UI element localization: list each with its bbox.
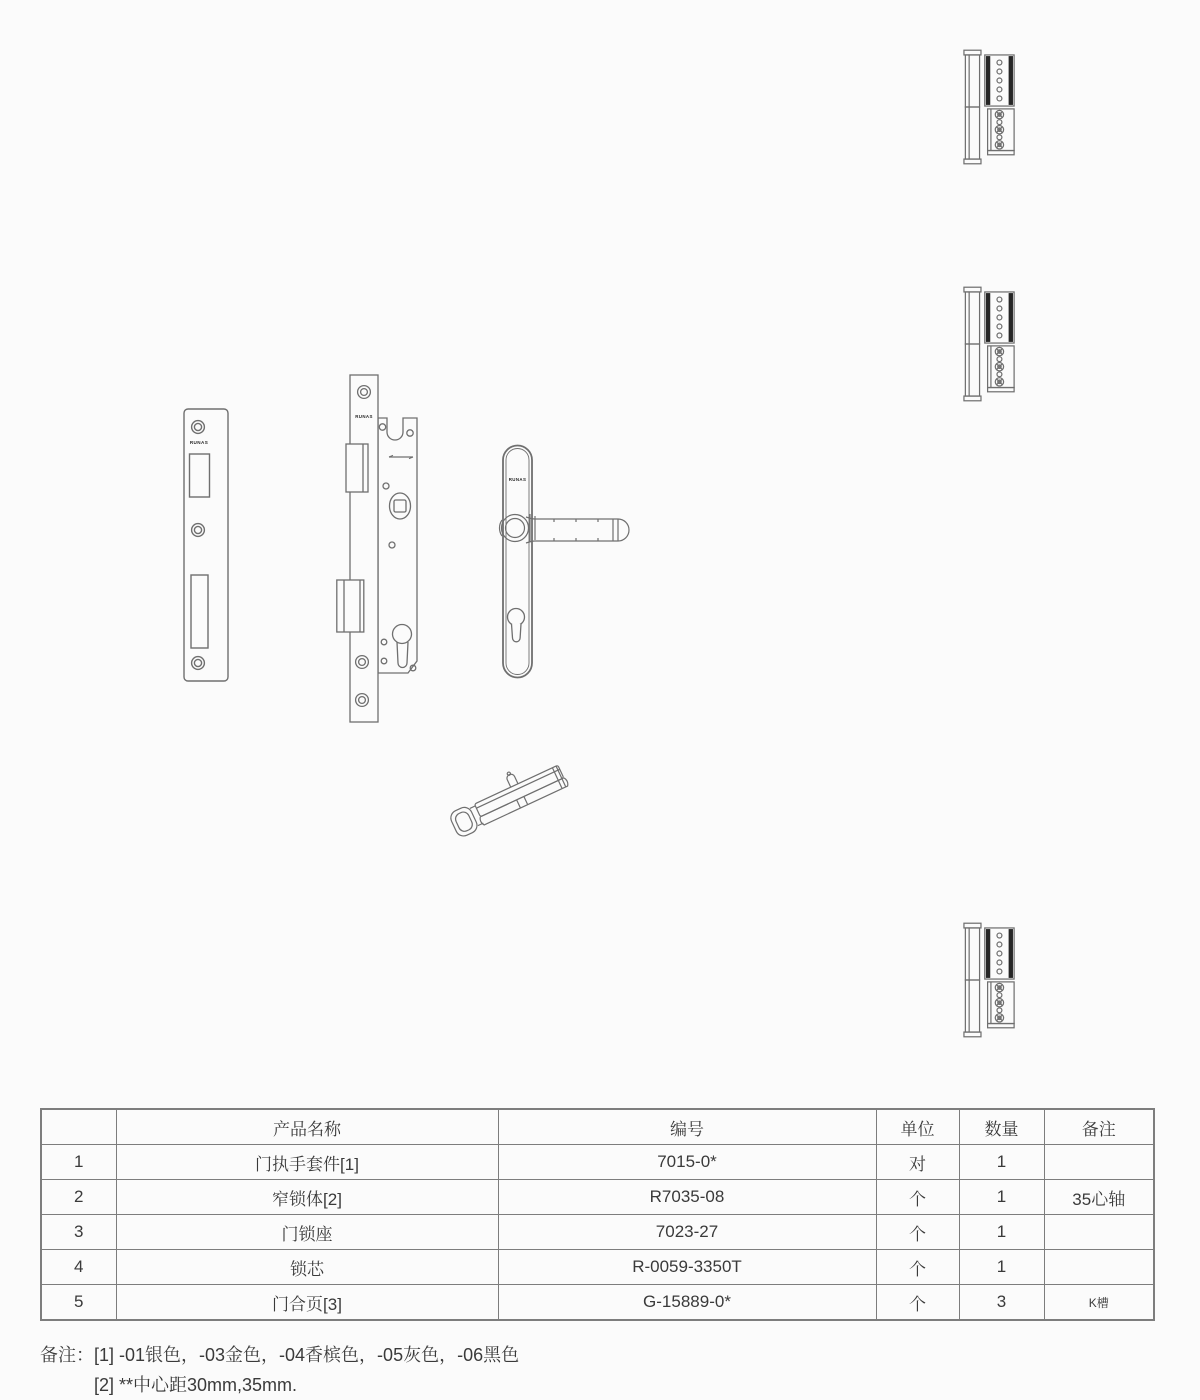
cell-name: 门锁座: [116, 1215, 498, 1250]
arrow-mark: [389, 455, 413, 458]
brand-logo: RUNAS: [355, 414, 373, 419]
cell-unit: 个: [876, 1180, 959, 1215]
cell-name: 门合页[3]: [116, 1285, 498, 1321]
table-header-row: [41, 1109, 1154, 1145]
table-row: [41, 1180, 1154, 1215]
cell-remark: K槽: [1044, 1285, 1154, 1321]
spindle-hole: [390, 493, 411, 519]
cell-remark: 35心轴: [1044, 1180, 1154, 1215]
cell-code: R7035-08: [498, 1180, 876, 1215]
cell-no: 3: [41, 1215, 116, 1250]
table-row: [41, 1250, 1154, 1285]
cell-code: 7023-27: [498, 1215, 876, 1250]
cell-qty: 1: [959, 1145, 1044, 1180]
header-remark: 备注: [1044, 1109, 1154, 1145]
brand-logo: RUNAS: [508, 477, 527, 482]
cell-qty: 1: [959, 1250, 1044, 1285]
screw-hole-icon: [192, 421, 205, 434]
brand-logo: RUNAS: [189, 440, 209, 445]
footnote-line-1: [1] -01银色，-03金色，-04香槟色，-05灰色，-06黑色: [94, 1345, 520, 1365]
spec-table: [40, 1108, 1155, 1321]
cell-remark: [1044, 1215, 1154, 1250]
cell-code: R-0059-3350T: [498, 1250, 876, 1285]
header-qty: 数量: [959, 1109, 1044, 1145]
door-hinge-drawing-middle: [963, 286, 1016, 402]
header-product-name: 产品名称: [116, 1109, 498, 1145]
cylinder-body: [473, 765, 569, 826]
table-row: [41, 1285, 1154, 1321]
strike-plate-drawing: [183, 408, 229, 682]
lock-cylinder-drawing: [452, 748, 582, 848]
latch-hole: [190, 454, 210, 497]
footnote-label: 备注：: [40, 1345, 94, 1365]
thumbturn-knob: [448, 802, 485, 838]
cell-qty: 1: [959, 1180, 1044, 1215]
cell-name: 锁芯: [116, 1250, 498, 1285]
cylinder-hole: [393, 625, 412, 668]
handle-lever: [526, 514, 629, 543]
cell-no: 2: [41, 1180, 116, 1215]
cell-unit: 对: [876, 1145, 959, 1180]
cell-unit: 个: [876, 1215, 959, 1250]
lock-body-drawing: [336, 372, 432, 724]
screw-hole-icon: [192, 657, 205, 670]
cell-no: 5: [41, 1285, 116, 1321]
cell-remark: [1044, 1145, 1154, 1180]
cell-qty: 1: [959, 1215, 1044, 1250]
lock-faceplate: [350, 375, 378, 722]
door-hinge-drawing-top: [963, 49, 1016, 165]
handle-set-drawing: [494, 444, 628, 680]
footnote-line-2: [2] **中心距30mm,35mm.: [94, 1375, 298, 1395]
header-code: 编号: [498, 1109, 876, 1145]
dead-bolt: [337, 580, 364, 632]
cell-unit: 个: [876, 1250, 959, 1285]
cell-remark: [1044, 1250, 1154, 1285]
cell-code: 7015-0*: [498, 1145, 876, 1180]
cell-qty: 3: [959, 1285, 1044, 1321]
header-unit: 单位: [876, 1109, 959, 1145]
bolt-hole: [191, 575, 208, 648]
cell-no: 4: [41, 1250, 116, 1285]
screw-hole-icon: [192, 524, 205, 537]
lock-case: [378, 418, 417, 673]
cell-code: G-15889-0*: [498, 1285, 876, 1321]
cell-name: 窄锁体[2]: [116, 1180, 498, 1215]
header-index: [41, 1109, 116, 1145]
cell-unit: 个: [876, 1285, 959, 1321]
table-row: [41, 1145, 1154, 1180]
table-row: [41, 1215, 1154, 1250]
latch-bolt: [346, 444, 368, 492]
cell-name: 门执手套件[1]: [116, 1145, 498, 1180]
footnotes: [40, 1340, 519, 1400]
cell-no: 1: [41, 1145, 116, 1180]
keyhole: [508, 609, 525, 642]
door-hinge-drawing-bottom: [963, 922, 1016, 1038]
